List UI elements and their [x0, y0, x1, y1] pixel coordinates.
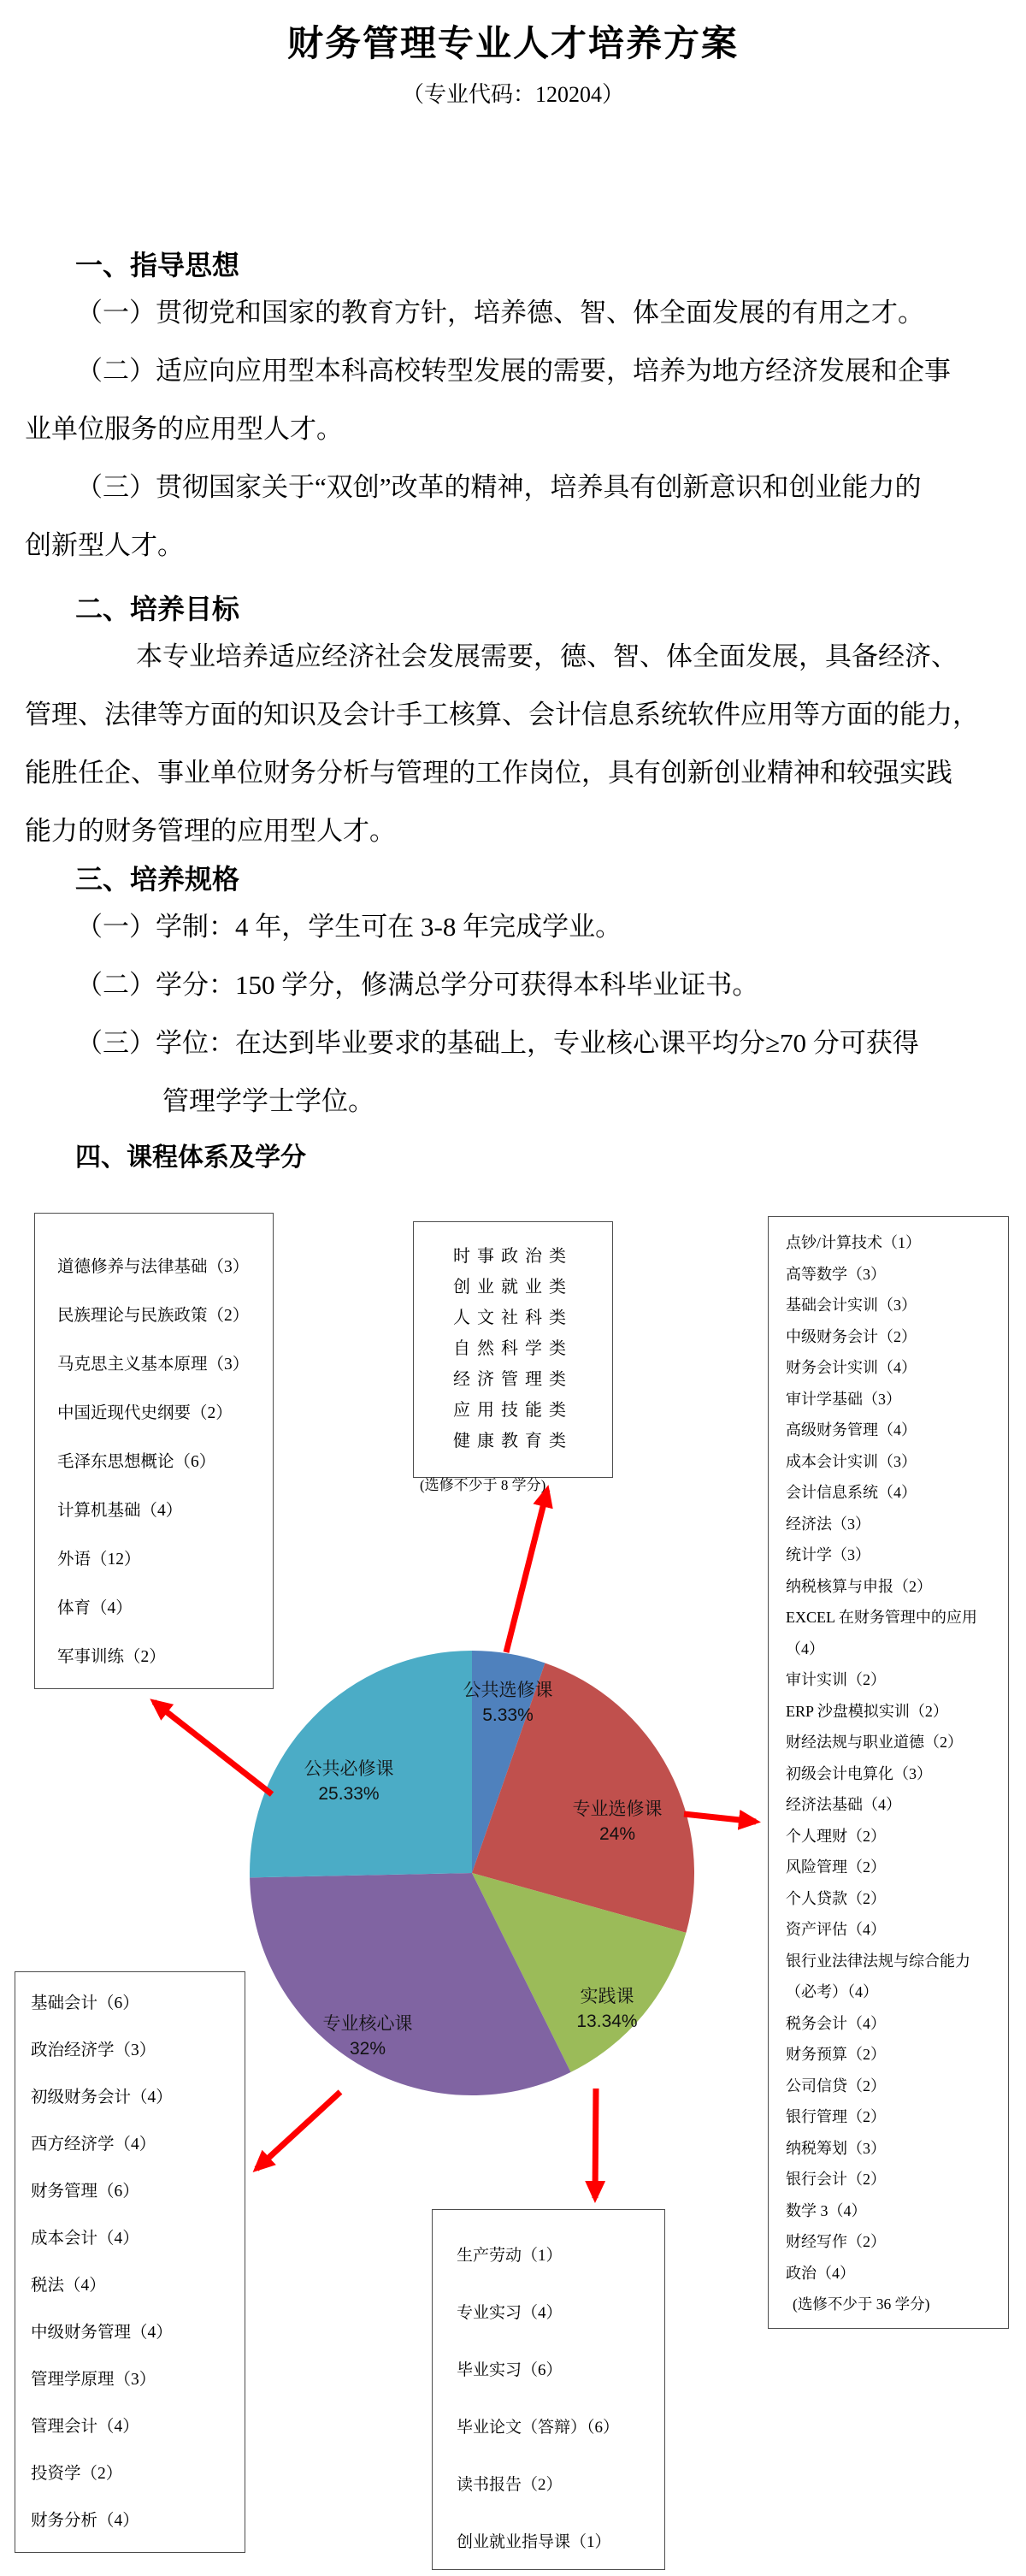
connector-arrow: [506, 1490, 547, 1652]
pie-slice-label: [422, 1678, 593, 1728]
course-item: 高等数学（3）: [786, 1265, 886, 1283]
course-item: 财务分析（4）: [31, 2512, 139, 2530]
course-item: 个人贷款（2）: [786, 1889, 886, 1907]
pie-slice-name: 专业选修课: [572, 1799, 663, 1819]
pie-slice-percent: 24%: [598, 1824, 636, 1844]
section-heading: 四、课程体系及学分: [75, 1143, 306, 1172]
course-item: 政治经济学（3）: [31, 2041, 156, 2059]
pie-slice-name: 实践课: [580, 1987, 634, 2006]
course-item: 中级财务会计（2）: [786, 1327, 917, 1345]
credit-note: (选修不少于 8 学分): [420, 1477, 546, 1493]
course-item: 体育（4）: [57, 1599, 133, 1617]
pie-slice-name: 公共选修课: [463, 1681, 553, 1700]
course-item: 经济法基础（4）: [786, 1796, 901, 1813]
course-category-item: 经济管理类: [453, 1370, 573, 1389]
course-item: 初级会计电算化（3）: [786, 1764, 932, 1782]
course-item: 马克思主义基本原理（3）: [57, 1356, 250, 1374]
doc-line: （三）学位：在达到毕业要求的基础上，专业核心课平均分≥70 分可获得: [76, 1028, 919, 1058]
course-item: 成本会计实训（3）: [786, 1452, 917, 1470]
doc-line: （二）学分：150 学分，修满总学分可获得本科毕业证书。: [76, 970, 759, 1000]
doc-line: 创新型人才。: [25, 530, 184, 560]
page-title: 财务管理专业人才培养方案: [286, 25, 739, 64]
pie-slice-label: [532, 1797, 703, 1846]
course-category-item: 自然科学类: [453, 1339, 573, 1358]
pie-slice-name: 公共必修课: [304, 1759, 394, 1779]
course-category-item: 应用技能类: [453, 1401, 573, 1420]
course-item: 管理会计（4）: [31, 2418, 139, 2436]
course-item: 公司信贷（2）: [786, 2077, 886, 2094]
course-item: 民族理论与民族政策（2）: [57, 1307, 250, 1325]
pie-slice-label: [282, 2012, 453, 2061]
course-item: 银行管理（2）: [786, 2108, 886, 2125]
pie-slice-percent: 13.34%: [576, 2012, 638, 2031]
course-item: 毕业论文（答辩）（6）: [457, 2419, 620, 2437]
course-item: ERP 沙盘模拟实训（2）: [786, 1702, 948, 1720]
doc-line: 能力的财务管理的应用型人才。: [25, 816, 396, 846]
course-item: 中级财务管理（4）: [31, 2324, 173, 2342]
course-item: 成本会计（4）: [31, 2230, 139, 2248]
course-item: 会计信息系统（4）: [786, 1484, 917, 1501]
course-item: 计算机基础（4）: [57, 1502, 183, 1520]
course-category-item: 创业就业类: [453, 1278, 573, 1297]
course-item: 数学 3（4）: [786, 2201, 867, 2219]
connector-arrow: [154, 1702, 272, 1794]
pie-slice-label: [522, 1984, 693, 2034]
pie-slice-percent: 5.33%: [482, 1705, 534, 1725]
doc-line: 管理、法律等方面的知识及会计手工核算、会计信息系统软件应用等方面的能力，: [25, 700, 979, 730]
course-item: 投资学（2）: [31, 2465, 123, 2483]
course-category-item: 健康教育类: [453, 1432, 573, 1450]
course-item: 基础会计实训（3）: [786, 1297, 917, 1314]
doc-line: 能胜任企、事业单位财务分析与管理的工作岗位，具有创新创业精神和较强实践: [25, 758, 952, 788]
course-item: 风险管理（2）: [786, 1858, 886, 1876]
doc-line: （一）学制：4 年，学生可在 3-8 年完成学业。: [76, 912, 622, 942]
course-item: 纳税核算与申报（2）: [786, 1577, 932, 1595]
course-item: 个人理财（2）: [786, 1827, 886, 1845]
course-item: 道德修养与法律基础（3）: [57, 1258, 250, 1276]
doc-line: （一）贯彻党和国家的教育方针，培养德、智、体全面发展的有用之才。: [76, 298, 924, 328]
course-item: 点钞/计算技术（1）: [786, 1234, 922, 1251]
course-item: 银行会计（2）: [786, 2171, 886, 2188]
course-item: 税法（4）: [31, 2277, 106, 2295]
course-item: 管理学原理（3）: [31, 2371, 156, 2389]
section-heading: 一、指导思想: [75, 250, 240, 281]
doc-line: （三）贯彻国家关于“双创”改革的精神，培养具有创新意识和创业能力的: [76, 472, 922, 502]
course-item: 经济法（3）: [786, 1515, 870, 1533]
course-item: 财务预算（2）: [786, 2046, 886, 2063]
course-item: 财务会计实训（4）: [786, 1359, 917, 1376]
doc-line: 管理学学士学位。: [162, 1086, 374, 1116]
doc-line: 本专业培养适应经济社会发展需要，德、智、体全面发展，具备经济、: [136, 641, 958, 671]
course-item: 银行业法律法规与综合能力（必考）（4）: [786, 1952, 970, 2000]
course-item: 毕业实习（6）: [457, 2361, 563, 2379]
pie-slice-label: [263, 1757, 434, 1806]
course-item: 统计学（3）: [786, 1546, 870, 1563]
course-category-item: 人文社科类: [453, 1309, 573, 1327]
course-item: 政治（4）: [786, 2264, 855, 2282]
pie-slice-percent: 25.33%: [318, 1784, 380, 1804]
doc-line: 业单位服务的应用型人才。: [25, 414, 343, 444]
course-item: EXCEL 在财务管理中的应用（4）: [786, 1609, 977, 1657]
course-item: 生产劳动（1）: [457, 2247, 563, 2265]
course-item: 外语（12）: [57, 1551, 141, 1569]
doc-line: （二）适应向应用型本科高校转型发展的需要，培养为地方经济发展和企事: [76, 356, 951, 386]
course-item: 西方经济学（4）: [31, 2136, 156, 2154]
course-item: 财经写作（2）: [786, 2233, 886, 2250]
course-item: 中国近现代史纲要（2）: [57, 1404, 233, 1422]
course-item: 审计学基础（3）: [786, 1390, 901, 1408]
course-item: 专业实习（4）: [457, 2304, 563, 2322]
section-heading: 二、培养目标: [75, 594, 240, 624]
connector-arrow: [595, 2089, 596, 2198]
course-item: 税务会计（4）: [786, 2014, 886, 2032]
course-item: 资产评估（4）: [786, 1921, 886, 1938]
course-item: 毛泽东思想概论（6）: [57, 1453, 216, 1471]
section-heading: 三、培养规格: [75, 864, 240, 895]
course-item: 财经法规与职业道德（2）: [786, 1734, 963, 1751]
course-item: 初级财务会计（4）: [31, 2089, 173, 2106]
course-item: 基础会计（6）: [31, 1994, 139, 2012]
major-code-subtitle: （专业代码：120204）: [401, 82, 624, 107]
pie-slice-name: 专业核心课: [322, 2014, 413, 2034]
course-item: 创业就业指导课（1）: [457, 2533, 611, 2551]
course-item: 军事训练（2）: [57, 1648, 166, 1666]
course-item: 审计实训（2）: [786, 1671, 886, 1688]
credit-note: (选修不少于 36 学分): [793, 2295, 930, 2313]
course-category-item: 时事政治类: [453, 1247, 573, 1266]
course-item: 财务管理（6）: [31, 2183, 139, 2201]
course-item: 高级财务管理（4）: [786, 1421, 917, 1439]
pie-slice-percent: 32%: [349, 2039, 386, 2059]
course-item: 读书报告（2）: [457, 2476, 563, 2494]
connector-arrow: [256, 2092, 340, 2169]
course-item: 纳税筹划（3）: [786, 2139, 886, 2157]
